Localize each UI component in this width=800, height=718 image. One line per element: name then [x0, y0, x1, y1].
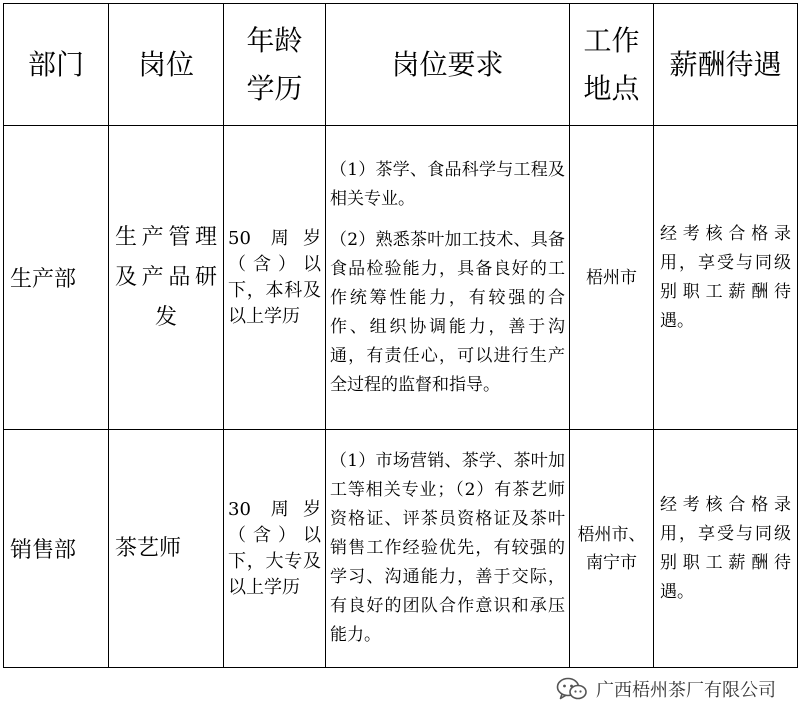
requirement-item: （1）茶学、食品科学与工程及相关专业。 — [330, 159, 565, 209]
header-dept: 部门 — [4, 4, 109, 126]
header-salary: 薪酬待遇 — [654, 4, 798, 126]
header-row — [4, 4, 798, 126]
cell-salary: 经考核合格录用，享受与同级别职工薪酬待遇。 — [654, 430, 798, 668]
wechat-watermark — [556, 673, 776, 705]
wechat-icon — [556, 676, 588, 702]
requirement-item: （2）熟悉茶叶加工技术、具备食品检验能力，具备良好的工作统筹性能力，有较强的合作、组织协调能力，善于沟通，有责任心，可以进行生产全过程的监督和指导。 — [330, 229, 565, 395]
cell-requirements — [326, 126, 570, 430]
table-row — [4, 430, 798, 668]
header-requirements: 岗位要求 — [326, 4, 570, 126]
header-location-line2: 地点 — [583, 71, 640, 105]
cell-location: 梧州市、南宁市 — [570, 430, 654, 668]
cell-age-edu: 50 周岁（含）以下，本科及以上学历 — [224, 126, 326, 430]
header-age-edu-line1: 年龄 — [246, 23, 303, 57]
cell-location: 梧州市 — [570, 126, 654, 430]
cell-requirements — [326, 430, 570, 668]
job-table — [3, 3, 798, 668]
watermark-text: 广西梧州茶厂有限公司 — [596, 680, 776, 701]
cell-dept: 生产部 — [4, 126, 109, 430]
cell-position: 生产管理及产品研发 — [109, 126, 224, 430]
header-position: 岗位 — [109, 4, 224, 126]
cell-position: 茶艺师 — [109, 430, 224, 668]
cell-dept: 销售部 — [4, 430, 109, 668]
header-location-line1: 工作 — [583, 23, 640, 57]
header-location — [570, 4, 654, 126]
header-age-edu-line2: 学历 — [246, 71, 303, 105]
table-row — [4, 126, 798, 430]
requirement-item: （1）市场营销、茶学、茶叶加工等相关专业；（2）有茶艺师资格证、评茶员资格证及茶叶销售工作经验优先，有较强的学习、沟通能力，善于交际，有良好的团队合作意识和承压能力。 — [330, 451, 565, 645]
header-age-edu — [224, 4, 326, 126]
cell-salary: 经考核合格录用，享受与同级别职工薪酬待遇。 — [654, 126, 798, 430]
cell-age-edu: 30 周岁（含）以下，大专及以上学历 — [224, 430, 326, 668]
